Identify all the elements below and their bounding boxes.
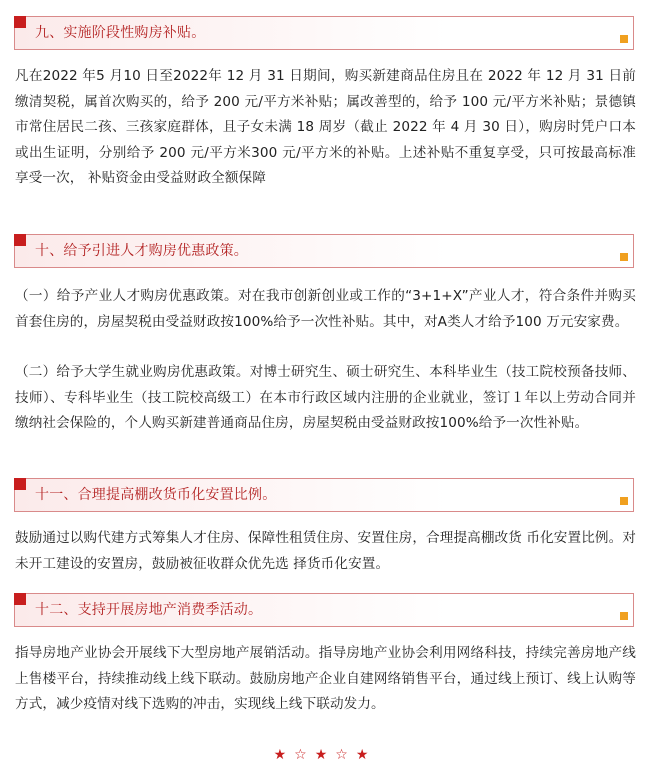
corner-marker-icon — [620, 612, 628, 620]
section-10-paragraph-2: （二）给予大学生就业购房优惠政策。对博士研究生、硕士研究生、本科毕业生（技工院校预备技师、技师）、专科毕业生（技工院校高级工）在本市行政区域内注册的企业就业，签订１年以上劳动合同并缴纳社会保险的，个人购买新建普通商品住房，房屋契税由受益财政按100%给予一次性补贴。 — [15, 364, 636, 431]
section-header-11 — [14, 478, 634, 512]
corner-marker-icon — [620, 253, 628, 261]
corner-marker-icon — [620, 35, 628, 43]
section-title: 十二、支持开展房地产消费季活动。 — [35, 602, 263, 618]
section-header-12 — [14, 593, 634, 627]
section-header-9 — [14, 16, 634, 50]
section-12-paragraph: 指导房地产业协会开展线下大型房地产展销活动。指导房地产业协会利用网络科技，持续完善房地产线上售楼平台，持续推动线上线下联动。鼓励房地产企业自建网络销售平台，通过线上预订、线上认购等方式，减少疫情对线下选购的冲击，实现线上线下联动发力。 — [15, 645, 636, 712]
section-title: 十、给予引进人才购房优惠政策。 — [35, 243, 248, 259]
footer-stars-icon: ★☆★☆★ — [273, 747, 377, 763]
section-9-paragraph: 凡在2022 年5 月10 日至2022年 12 月 31 日期间，购买新建商品住房且在 2022 年 12 月 31 日前缴清契税，属首次购买的，给予 200 元/平方米补贴；属改善型的，给予 100 元/平方米补贴；景德镇市常住居民二孩、三孩家庭群体，且子女未满 18 周岁（截止 2022 年 4 月 30 日），购房时凭户口本或出生证明，分别给予 200 元/平方米300 元/平方米的补贴。上述补贴不重复享受，只可按最高标准享受一次， 补贴资金由受益财政全额保障 — [15, 68, 636, 186]
corner-square-icon — [14, 234, 26, 246]
section-11-paragraph: 鼓励通过以购代建方式筹集人才住房、保障性租赁住房、安置住房，合理提高棚改货 币化安置比例。对未开工建设的安置房，鼓励被征收群众优先选 择货币化安置。 — [15, 530, 636, 572]
section-title: 十一、合理提高棚改货币化安置比例。 — [35, 487, 277, 503]
section-10-paragraph-1: （一）给予产业人才购房优惠政策。对在我市创新创业或工作的“3+1+X”产业人才，符合条件并购买首套住房的，房屋契税由受益财政按100%给予一次性补贴。其中，对A类人才给予100 万元安家费。 — [15, 288, 636, 330]
corner-square-icon — [14, 478, 26, 490]
section-header-10 — [14, 234, 634, 268]
corner-square-icon — [14, 16, 26, 28]
corner-marker-icon — [620, 497, 628, 505]
corner-square-icon — [14, 593, 26, 605]
section-title: 九、实施阶段性购房补贴。 — [35, 25, 206, 41]
